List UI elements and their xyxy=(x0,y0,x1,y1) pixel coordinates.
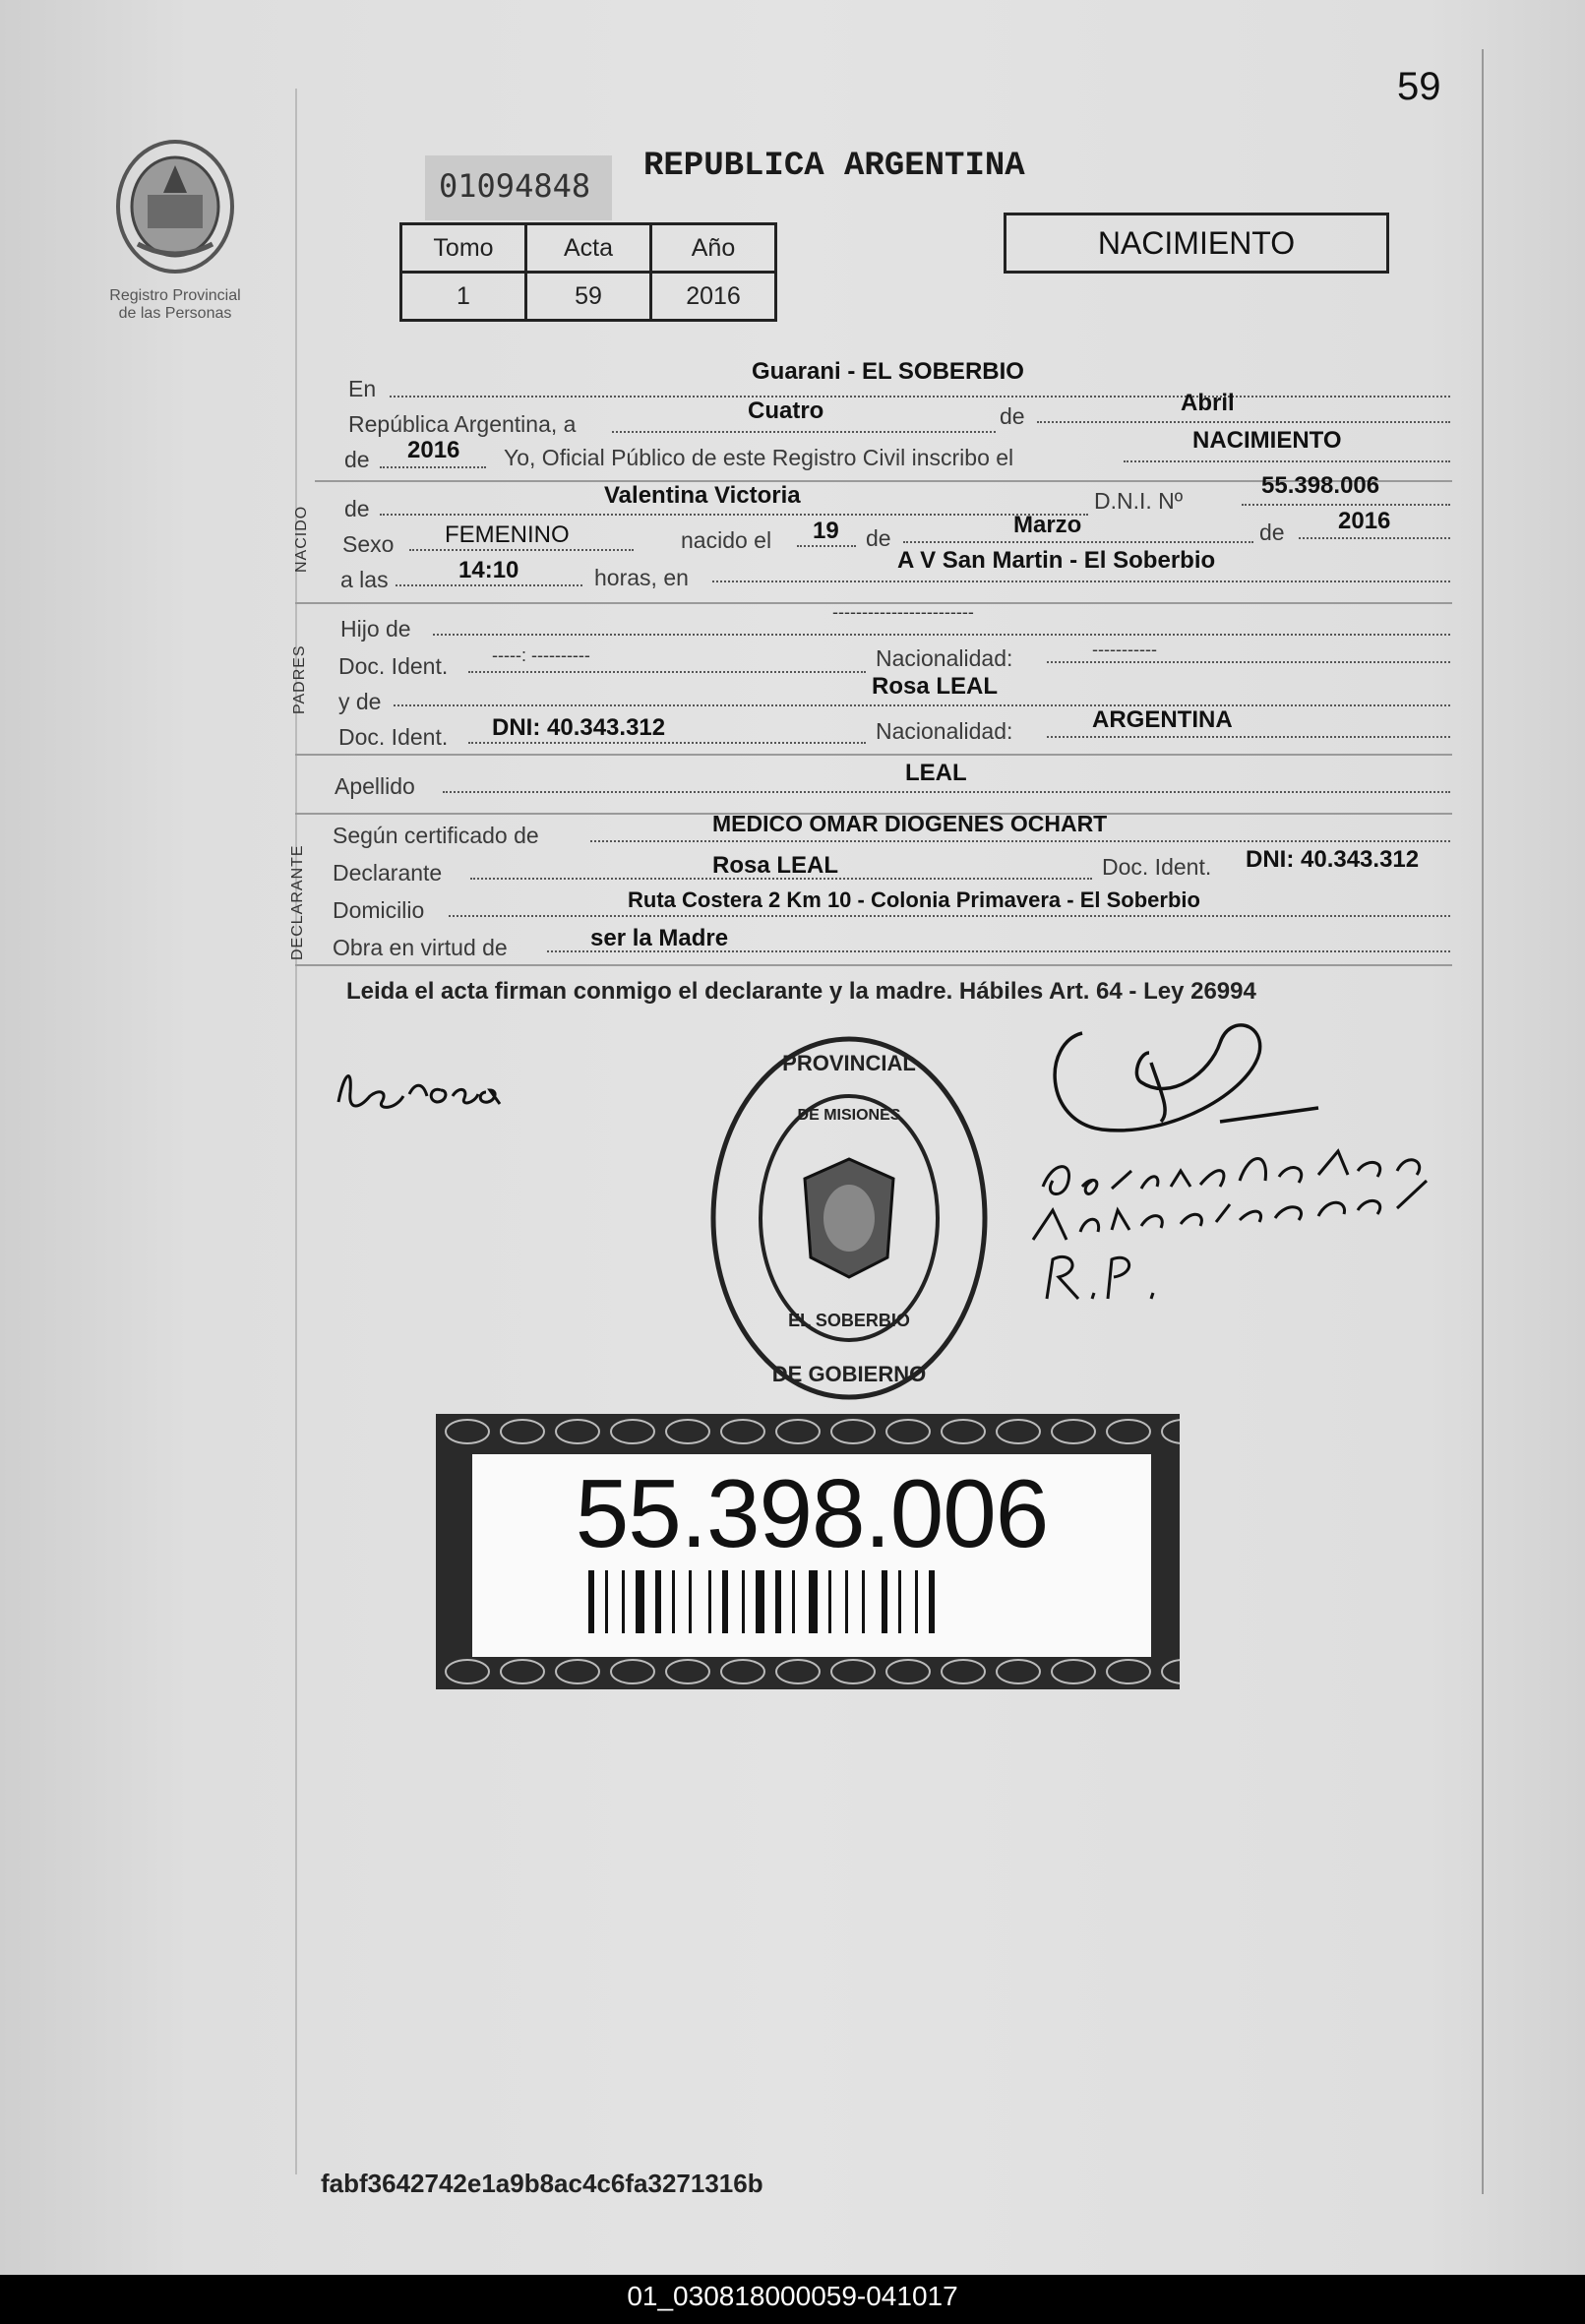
dotted-line xyxy=(390,396,1450,398)
barcode-bar xyxy=(809,1570,818,1633)
father-doc-value: -----: ---------- xyxy=(492,645,590,665)
section-divider xyxy=(295,754,1452,756)
child-dni-value: 55.398.006 xyxy=(1261,472,1380,499)
barcode-bar xyxy=(792,1570,795,1633)
dotted-line xyxy=(468,742,866,744)
segun-label: Según certificado de xyxy=(333,823,539,848)
obra-value: ser la Madre xyxy=(590,925,729,951)
barcode-bar xyxy=(672,1570,675,1633)
barcode-bar xyxy=(882,1570,887,1633)
dotted-line xyxy=(612,431,996,433)
security-pattern-mark xyxy=(942,1420,985,1443)
document-title: REPUBLICA ARGENTINA xyxy=(643,148,1025,185)
apellido-value: LEAL xyxy=(905,760,967,786)
barcode-bar xyxy=(828,1570,831,1633)
dotted-line xyxy=(468,671,866,673)
de-label: de xyxy=(1000,403,1025,429)
barcode-bar xyxy=(636,1570,644,1633)
security-pattern-mark xyxy=(501,1420,544,1443)
security-pattern-mark xyxy=(446,1660,489,1683)
official-signature xyxy=(1023,1013,1486,1309)
security-pattern-mark xyxy=(666,1660,709,1683)
year-value: 2016 xyxy=(407,437,460,463)
svg-text:DE MISIONES: DE MISIONES xyxy=(797,1107,901,1124)
dotted-line xyxy=(797,545,856,547)
child-name-value: Valentina Victoria xyxy=(604,482,801,509)
security-pattern-mark xyxy=(997,1420,1040,1443)
domicilio-label: Domicilio xyxy=(333,897,425,923)
oficial-text: Yo, Oficial Público de este Registro Civil inscribo el xyxy=(504,445,1014,470)
father-nat-label: Nacionalidad: xyxy=(876,645,1013,671)
security-pattern-mark xyxy=(942,1660,985,1683)
security-pattern-mark xyxy=(831,1420,875,1443)
security-pattern-mark xyxy=(1107,1660,1150,1683)
horas-label: horas, en xyxy=(594,565,689,590)
document-type-box: NACIMIENTO xyxy=(1004,213,1389,274)
barcode-bar xyxy=(655,1570,661,1633)
acta-value: 59 xyxy=(526,273,651,321)
declarant-signature xyxy=(331,1053,577,1122)
certificado-value: MEDICO OMAR DIOGENES OCHART xyxy=(712,811,1108,836)
barcode-number: 55.398.006 xyxy=(575,1459,1049,1567)
birth-day-value: 19 xyxy=(813,518,839,544)
barcode-bar xyxy=(862,1570,865,1633)
y-de-label: y de xyxy=(338,689,382,714)
svg-text:DE GOBIERNO: DE GOBIERNO xyxy=(771,1362,927,1386)
svg-text:EL SOBERBIO: EL SOBERBIO xyxy=(788,1311,910,1330)
day-value: Cuatro xyxy=(748,398,824,424)
section-divider xyxy=(295,964,1452,966)
logo-caption xyxy=(87,287,264,323)
security-pattern-mark xyxy=(446,1420,489,1443)
sexo-label: Sexo xyxy=(342,531,395,557)
logo-caption-line1: Registro Provincial xyxy=(109,287,241,304)
time-value: 14:10 xyxy=(458,557,519,583)
de-month-label: de xyxy=(866,525,891,551)
father-nat-value: ----------- xyxy=(1092,640,1157,659)
security-pattern-mark xyxy=(611,1660,654,1683)
barcode-bar xyxy=(722,1570,728,1633)
declarante-value: Rosa LEAL xyxy=(712,852,839,879)
mother-nat-label: Nacionalidad: xyxy=(876,718,1013,744)
security-pattern-mark xyxy=(1052,1660,1095,1683)
security-pattern-mark xyxy=(831,1660,875,1683)
barcode-bar xyxy=(898,1570,901,1633)
mother-value: Rosa LEAL xyxy=(872,673,999,700)
de-year-label: de xyxy=(344,447,370,472)
dotted-line xyxy=(1047,661,1450,663)
apellido-label: Apellido xyxy=(335,773,415,799)
section-padres: PADRES xyxy=(291,644,308,714)
dotted-line xyxy=(1047,736,1450,738)
barcode-bar xyxy=(929,1570,935,1633)
closing-text: Leida el acta firman conmigo el declarante y la madre. Hábiles Art. 64 - Ley 26994 xyxy=(346,978,1256,1005)
de-name-label: de xyxy=(344,496,370,521)
act-type-value: NACIMIENTO xyxy=(1192,427,1342,454)
barcode-bar xyxy=(756,1570,764,1633)
security-pattern-mark xyxy=(886,1660,930,1683)
birth-month-value: Marzo xyxy=(1013,512,1082,538)
security-pattern-mark xyxy=(611,1420,654,1443)
barcode-bars xyxy=(588,1570,1037,1633)
dotted-line xyxy=(443,791,1450,793)
barcode-bar xyxy=(775,1570,781,1633)
logo-caption-line2: de las Personas xyxy=(118,305,232,322)
barcode-bar xyxy=(742,1570,745,1633)
declarante-doc-value: DNI: 40.343.312 xyxy=(1246,846,1420,873)
security-pattern-mark xyxy=(501,1660,544,1683)
acta-header: Acta xyxy=(526,224,651,273)
barcode-bar xyxy=(689,1570,692,1633)
page-number: 59 xyxy=(1397,65,1441,108)
dni-label: D.N.I. Nº xyxy=(1094,488,1184,514)
security-pattern-mark xyxy=(721,1660,764,1683)
tomo-header: Tomo xyxy=(401,224,526,273)
barcode-bar xyxy=(605,1570,608,1633)
dotted-line xyxy=(380,466,486,468)
mother-doc-value: DNI: 40.343.312 xyxy=(492,714,666,741)
dotted-line xyxy=(1124,460,1450,462)
control-number: 01094848 xyxy=(439,167,591,205)
dotted-line xyxy=(590,840,1450,842)
security-pattern-mark xyxy=(997,1660,1040,1683)
security-pattern-mark xyxy=(721,1420,764,1443)
birth-place-value: A V San Martin - El Soberbio xyxy=(897,547,1216,574)
dotted-line xyxy=(449,915,1450,917)
barcode-bar xyxy=(622,1570,625,1633)
provincial-seal-logo xyxy=(108,136,242,283)
section-nacido: NACIDO xyxy=(293,505,310,573)
left-margin-line xyxy=(295,89,297,2174)
barcode-bar xyxy=(708,1570,711,1633)
domicilio-value: Ruta Costera 2 Km 10 - Colonia Primavera - El Soberbio xyxy=(628,887,1200,912)
father-value: ------------------------ xyxy=(832,602,974,622)
alas-label: a las xyxy=(340,567,389,592)
official-stamp xyxy=(706,1031,992,1405)
dotted-line xyxy=(1037,421,1450,423)
obra-label: Obra en virtud de xyxy=(333,935,508,960)
dotted-line xyxy=(394,704,1450,706)
nacido-el-label: nacido el xyxy=(681,527,772,553)
sexo-value: FEMENINO xyxy=(445,521,570,548)
dotted-line xyxy=(396,584,582,586)
mother-doc-label: Doc. Ident. xyxy=(338,724,449,750)
section-declarante: DECLARANTE xyxy=(289,844,306,960)
dotted-line xyxy=(433,634,1450,636)
barcode-bar xyxy=(845,1570,848,1633)
month-value: Abril xyxy=(1181,390,1235,416)
anio-value: 2016 xyxy=(651,273,776,321)
de-year2-label: de xyxy=(1259,520,1285,545)
security-pattern-mark xyxy=(886,1420,930,1443)
dotted-line xyxy=(903,541,1253,543)
dotted-line xyxy=(1299,537,1450,539)
tomo-value: 1 xyxy=(401,273,526,321)
barcode-bar xyxy=(915,1570,918,1633)
anio-header: Año xyxy=(651,224,776,273)
security-pattern-mark xyxy=(776,1420,820,1443)
security-pattern-mark xyxy=(1162,1660,1180,1683)
security-pattern-mark xyxy=(1107,1420,1150,1443)
security-pattern-mark xyxy=(666,1420,709,1443)
dotted-line xyxy=(1242,504,1450,506)
security-pattern-mark xyxy=(776,1660,820,1683)
security-pattern-mark xyxy=(1052,1420,1095,1443)
footer-code: 01_030818000059-041017 xyxy=(627,2281,958,2311)
document-hash: fabf3642742e1a9b8ac4c6fa3271316b xyxy=(321,2169,763,2198)
declarante-label: Declarante xyxy=(333,860,443,886)
security-pattern-mark xyxy=(556,1660,599,1683)
republica-label: República Argentina, a xyxy=(348,411,577,437)
dotted-line xyxy=(712,581,1450,582)
security-pattern-mark xyxy=(556,1420,599,1443)
record-table xyxy=(399,222,777,322)
mother-nat-value: ARGENTINA xyxy=(1092,706,1233,733)
barcode-bar xyxy=(588,1570,594,1633)
security-pattern-mark xyxy=(1162,1420,1180,1443)
dotted-line xyxy=(380,514,1088,516)
en-label: En xyxy=(348,376,377,401)
hijo-de-label: Hijo de xyxy=(340,616,411,642)
declarante-doc-label: Doc. Ident. xyxy=(1102,854,1212,880)
birth-year-value: 2016 xyxy=(1338,508,1391,534)
dotted-line xyxy=(409,549,634,551)
svg-text:PROVINCIAL: PROVINCIAL xyxy=(782,1051,916,1075)
father-doc-label: Doc. Ident. xyxy=(338,653,449,679)
place-value: Guarani - EL SOBERBIO xyxy=(752,358,1024,385)
